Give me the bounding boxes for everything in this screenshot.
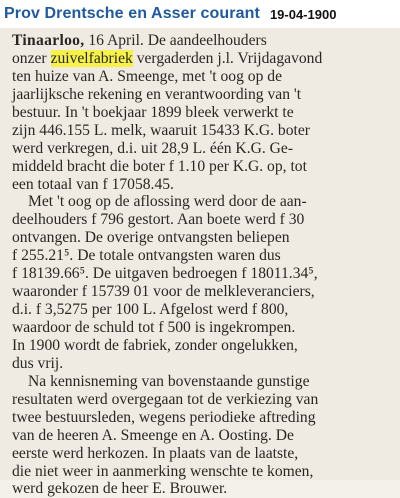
- article-line: [12, 445, 388, 463]
- article-line: [12, 463, 388, 481]
- article-line: [12, 265, 388, 283]
- article-line: [12, 283, 388, 301]
- article-text: zijn 446.155 L. melk, waaruit 15433 K.G. boter: [12, 121, 310, 139]
- article-text: eerste werd herkozen. In plaats van de laatste,: [12, 444, 299, 462]
- article-line: [12, 229, 388, 247]
- article-line: [12, 140, 388, 158]
- article-text: waaronder f 15739 01 voor de melkleveranciers,: [12, 283, 315, 301]
- article-line: [12, 50, 388, 68]
- article-line: [12, 247, 388, 265]
- article-line: [12, 211, 388, 229]
- article-text: In 1900 wordt de fabriek, zonder ongelukken,: [12, 336, 298, 354]
- article-line: [12, 409, 388, 427]
- article-text: jaarlijksche rekening en verantwoording van 't: [12, 85, 302, 103]
- article-line: [12, 68, 388, 86]
- article-text: bestuur. In 't boekjaar 1899 bleek verwerkt te: [12, 103, 294, 121]
- article-line: [12, 176, 388, 194]
- article-text: twee bestuursleden, wegens periodieke aftreding: [12, 408, 316, 426]
- article-text: vergaderden j.l. Vrijdagavond: [132, 49, 323, 67]
- article-text: een totaal van f 17058.45.: [12, 175, 174, 193]
- article-line: [12, 319, 388, 337]
- article-line: [12, 427, 388, 445]
- article-text: 16 April. De aandeelhouders: [84, 32, 267, 49]
- highlighted-term: zuivelfabriek: [50, 49, 133, 67]
- article-line: [12, 301, 388, 319]
- article-line: [12, 86, 388, 104]
- article-body: [12, 32, 388, 498]
- article-line: [12, 337, 388, 355]
- article-line: [12, 122, 388, 140]
- article-text: werd verkregen, d.i. uit 28,9 L. één K.G. Ge-: [12, 139, 294, 157]
- dateline-place: Tinaarloo,: [12, 32, 85, 49]
- article-text: Na kennisneming van bovenstaande gunstige: [28, 372, 310, 390]
- article-line: [12, 480, 388, 498]
- article-text: ontvangen. De overige ontvangsten beliepen: [12, 229, 290, 247]
- article-line: [12, 104, 388, 122]
- newspaper-clipping: [0, 28, 400, 498]
- newspaper-title: Prov Drentsche en Asser courant: [4, 5, 260, 22]
- article-text: middeld bracht die boter f 1.10 per K.G. op, tot: [12, 157, 307, 175]
- article-text: die niet weer in aanmerking wenschte te komen,: [12, 462, 314, 480]
- article-line: [12, 193, 388, 211]
- article-text: f 255.21⁵. De totale ontvangsten waren dus: [12, 247, 281, 265]
- publication-date: 19-04-1900: [269, 6, 337, 22]
- article-text: werd gekozen de heer E. Brouwer.: [12, 480, 228, 498]
- article-text: deelhouders f 796 gestort. Aan boete werd f 30: [12, 211, 305, 229]
- article-text: waardoor de schuld tot f 500 is ingekrompen.: [12, 319, 296, 336]
- article-text: dus vrij.: [12, 354, 64, 372]
- article-text: Met 't oog op de aflossing werd door de aan-: [28, 193, 307, 211]
- article-line: [12, 355, 388, 373]
- article-line: [12, 32, 388, 50]
- article-text: f 18139.66⁵. De uitgaven bedroegen f 18011.34⁵,: [12, 265, 318, 283]
- article-text: d.i. f 3,5275 per 100 L. Afgelost werd f 800,: [12, 301, 289, 319]
- article-text: van de heeren A. Smeenge en A. Oosting. De: [12, 426, 294, 444]
- article-line: [12, 158, 388, 176]
- article-text: onzer: [12, 49, 51, 67]
- article-line: [12, 373, 388, 391]
- article-line: [12, 391, 388, 409]
- article-text: ten huize van A. Smeenge, met 't oog op de: [12, 67, 283, 85]
- article-text: resultaten werd overgegaan tot de verkiezing van: [12, 390, 319, 408]
- clipping-header: [0, 0, 400, 28]
